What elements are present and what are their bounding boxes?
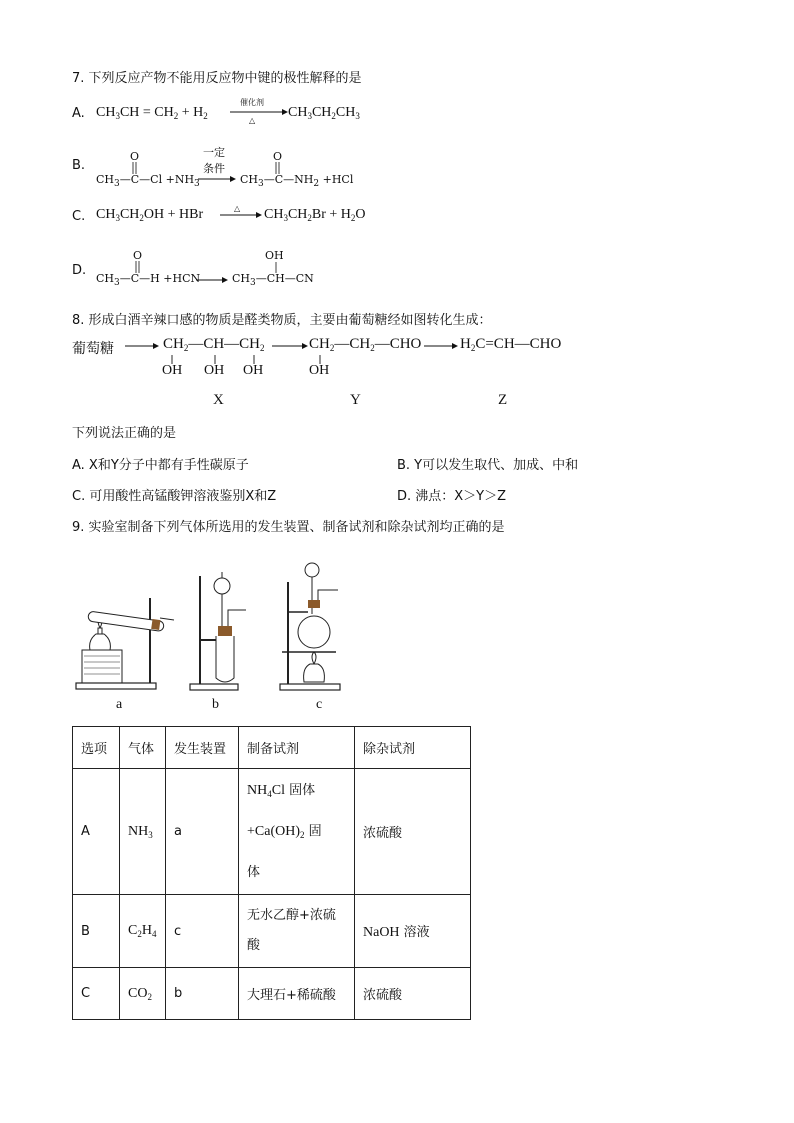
q8-label-y: Y xyxy=(350,392,361,408)
q8-x-oh-3: OH xyxy=(243,363,264,378)
q7-option-d-label: D. xyxy=(72,263,87,278)
cell-gas: $NH_3$ xyxy=(120,769,166,895)
q8-option-b: B. Y可以发生取代、加成、中和 xyxy=(397,458,579,473)
q9-stem: 9. 实验室制备下列气体所选用的发生装置、制备试剂和除杂试剂均正确的是 xyxy=(72,520,505,535)
q8-compound-y: $CH_2—CH_2—CHO$ xyxy=(309,336,422,353)
q8-x-oh-2: OH xyxy=(204,363,225,378)
q8-option-a: A. X和Y分子中都有手性碳原子 xyxy=(72,458,249,473)
cell-option: C xyxy=(73,968,120,1020)
q9-options-table xyxy=(72,726,471,1020)
q7-option-d-oxygen: O xyxy=(133,249,143,262)
header-gas: 气体 xyxy=(120,727,166,769)
cell-option: B xyxy=(73,895,120,968)
q7-option-d-right: $CH_3—CH—CN$ xyxy=(232,272,314,288)
q7-stem: 7. 下列反应产物不能用反应物中键的极性解释的是 xyxy=(72,71,362,86)
q7-option-d-oh: OH xyxy=(265,249,284,262)
reagent-line-3: 体 xyxy=(247,864,261,880)
cell-gas: $CO_2$ xyxy=(120,968,166,1020)
q8-glucose: 葡萄糖 xyxy=(72,341,114,357)
table-row xyxy=(73,968,471,1020)
reagent-line-2: 酸 xyxy=(247,938,261,953)
q7-option-d-arrow xyxy=(196,275,230,285)
q8-compound-x: $CH_2—CH—CH_2$ xyxy=(163,336,265,353)
q8-label-x: X xyxy=(213,392,224,408)
q8-arrow-3 xyxy=(424,341,460,351)
q7-option-b-oxygen-left: O xyxy=(130,150,140,163)
q8-arrow-2 xyxy=(272,341,310,351)
reagent-line-1: $NH_4Cl$ 固体 xyxy=(247,782,316,799)
q7-option-d-left: $CH_3—C—H +HCN$ xyxy=(96,272,201,288)
q8-y-oh: OH xyxy=(309,363,330,378)
apparatus-c-label: c xyxy=(316,697,323,712)
q8-option-d: D. 沸点：X＞Y＞Z xyxy=(397,489,507,504)
q8-x-oh-1: OH xyxy=(162,363,183,378)
q7-option-b-cond2: 条件 xyxy=(203,162,225,175)
apparatus-b-label: b xyxy=(212,697,219,712)
table-row xyxy=(73,769,471,895)
table-row xyxy=(73,895,471,968)
reagent-line-2: $+Ca(OH)_2$ 固 xyxy=(247,823,322,840)
cell-purifier: 浓硫酸 xyxy=(355,769,471,895)
q7-option-b-cond1: 一定 xyxy=(203,146,225,159)
q8-option-c: C. 可用酸性高锰酸钾溶液鉴别X和Z xyxy=(72,489,277,504)
reagent-line-1: 无水乙醇+浓硫 xyxy=(247,908,336,923)
q8-stem: 8. 形成白酒辛辣口感的物质是醛类物质，主要由葡萄糖经如图转化生成： xyxy=(72,313,492,328)
cell-device: a xyxy=(166,769,239,895)
cell-reagent xyxy=(239,895,355,968)
cell-option: A xyxy=(73,769,120,895)
q7-option-c-arrow xyxy=(220,210,264,220)
apparatus-c-diagram xyxy=(278,556,348,694)
q7-option-b-arrow xyxy=(198,174,238,184)
apparatus-a-diagram xyxy=(74,588,176,694)
q8-label-z: Z xyxy=(498,392,508,408)
cell-reagent xyxy=(239,769,355,895)
q7-option-a-product: $CH_3CH_2CH_3$ xyxy=(288,105,360,121)
cell-gas: $C_2H_4$ xyxy=(120,895,166,968)
header-option: 选项 xyxy=(73,727,120,769)
q7-option-b-left: $CH_3—C—Cl +NH_3$ xyxy=(96,173,200,189)
apparatus-a-label: a xyxy=(116,697,123,712)
q7-option-c-heat: △ xyxy=(234,204,241,213)
q7-option-c-label: C. xyxy=(72,209,86,224)
header-device: 发生装置 xyxy=(166,727,239,769)
q7-option-c-reactants: $CH_3CH_2OH$ + HBr xyxy=(96,207,204,223)
cell-reagent: 大理石+稀硫酸 xyxy=(239,968,355,1020)
header-purifier: 除杂试剂 xyxy=(355,727,471,769)
cell-device: b xyxy=(166,968,239,1020)
q7-option-a-label: A. xyxy=(72,106,85,121)
table-header-row xyxy=(73,727,471,769)
q8-prompt: 下列说法正确的是 xyxy=(72,426,177,441)
q7-option-a-arrow xyxy=(228,107,290,117)
q7-option-a-reactants: $CH_3CH = CH_2 + H_2$ xyxy=(96,105,208,121)
q7-option-b-right: $CH_3—C—NH_2 +HCl$ xyxy=(240,173,354,189)
q7-option-b-oxygen-right: O xyxy=(273,150,283,163)
q7-option-a-catalyst: 催化剂 xyxy=(240,98,264,107)
cell-device: c xyxy=(166,895,239,968)
q7-option-a-heat: △ xyxy=(249,116,256,125)
q8-compound-z: $H_2C=CH—CHO$ xyxy=(460,336,562,353)
q7-option-b-label: B. xyxy=(72,158,86,173)
cell-purifier: NaOH 溶液 xyxy=(355,895,471,968)
q8-arrow-1 xyxy=(125,341,161,351)
apparatus-b-diagram xyxy=(188,570,248,694)
cell-purifier: 浓硫酸 xyxy=(355,968,471,1020)
q7-option-c-product: $CH_3CH_2Br + H_2O$ xyxy=(264,207,366,223)
header-reagent: 制备试剂 xyxy=(239,727,355,769)
